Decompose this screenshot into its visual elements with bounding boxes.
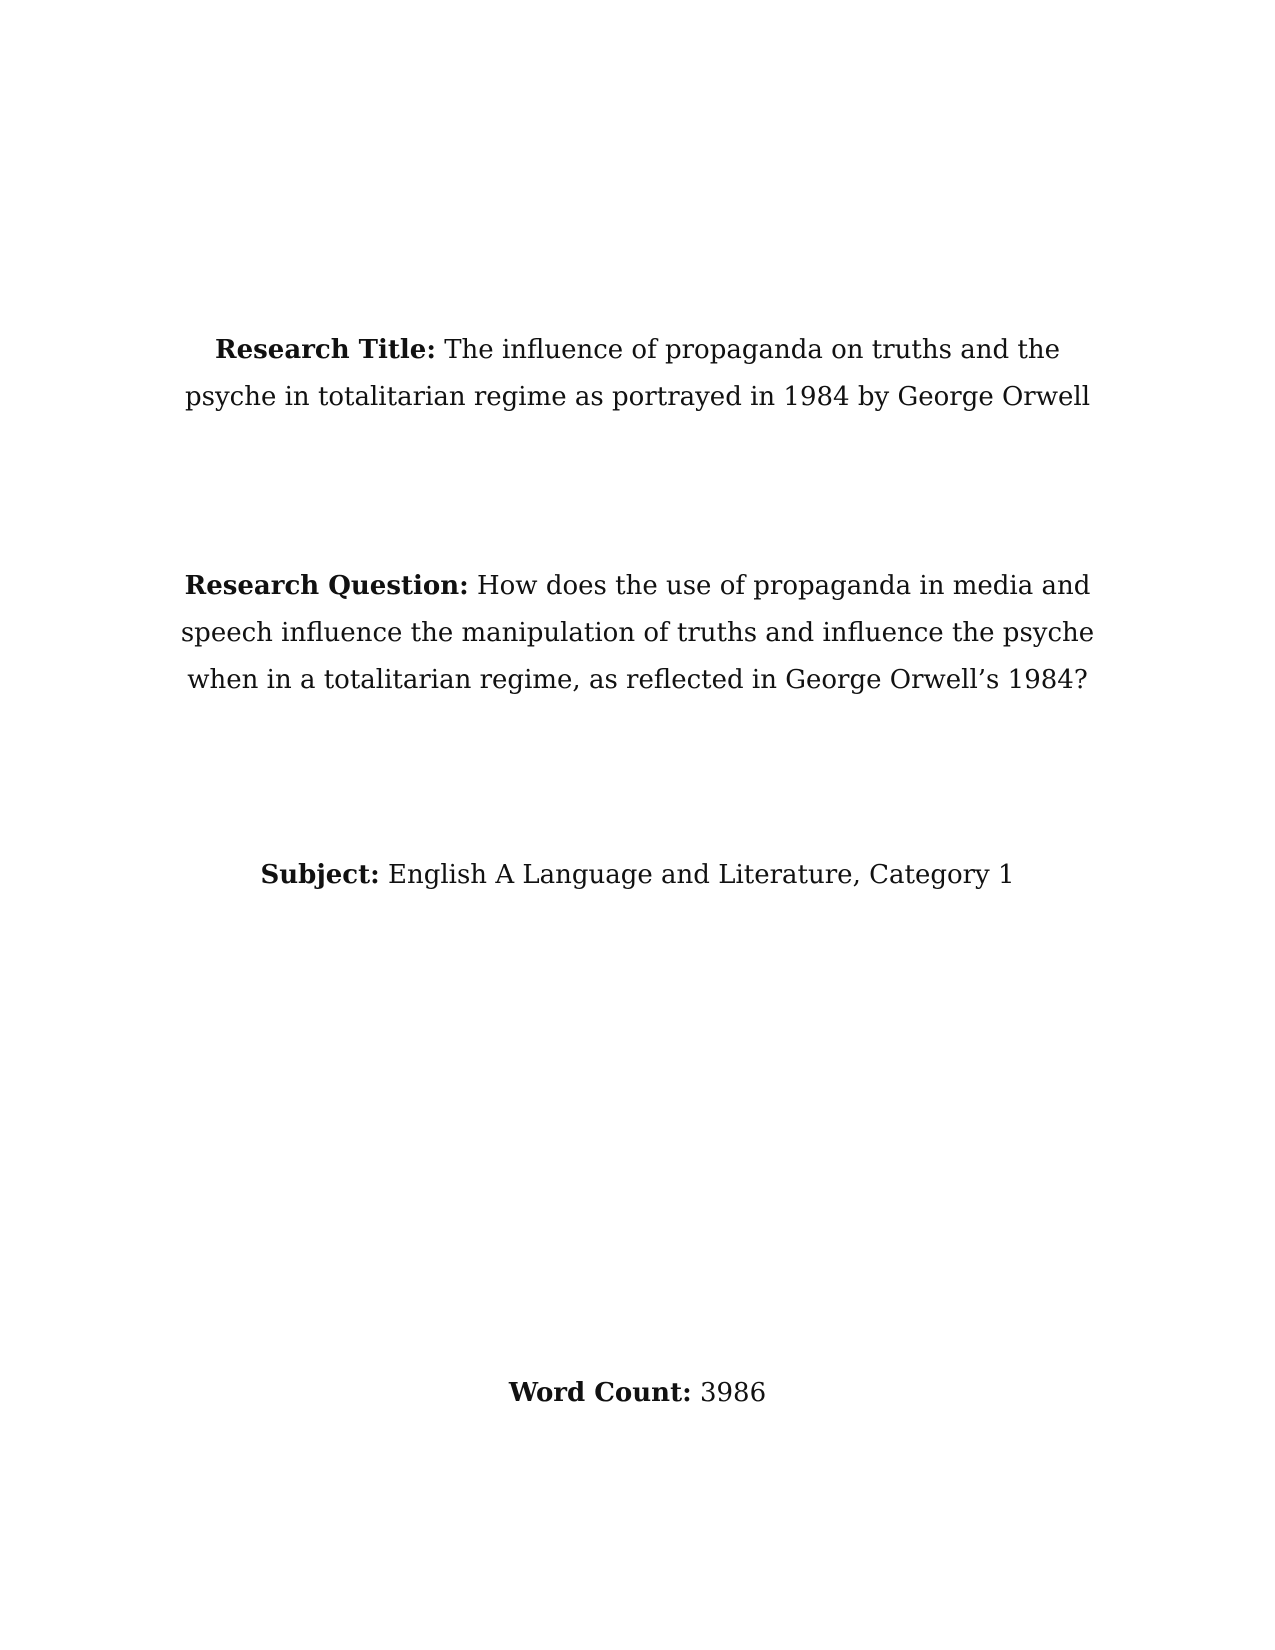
research-question-text: How does the use of propaganda in media and speech influence the manipulation of truths and influence the psyche when in a totalitarian regime, as reflected in George Orwell’s 1984?: [180, 571, 1095, 695]
word-count-label: Word Count:: [508, 1378, 692, 1408]
research-title-label: Research Title:: [215, 335, 436, 365]
word-count-value: 3986: [699, 1378, 767, 1408]
research-question-label: Research Question:: [184, 571, 469, 601]
research-title-block: [180, 327, 1095, 421]
subject-block: [180, 852, 1095, 899]
research-question-block: [180, 563, 1095, 704]
research-title-text: The influence of propaganda on truths and the psyche in totalitarian regime as portrayed in 1984 by George Orwell: [184, 335, 1091, 412]
subject-label: Subject:: [260, 860, 380, 890]
word-count-block: [180, 1370, 1095, 1417]
subject-text: English A Language and Literature, Category 1: [387, 860, 1015, 890]
